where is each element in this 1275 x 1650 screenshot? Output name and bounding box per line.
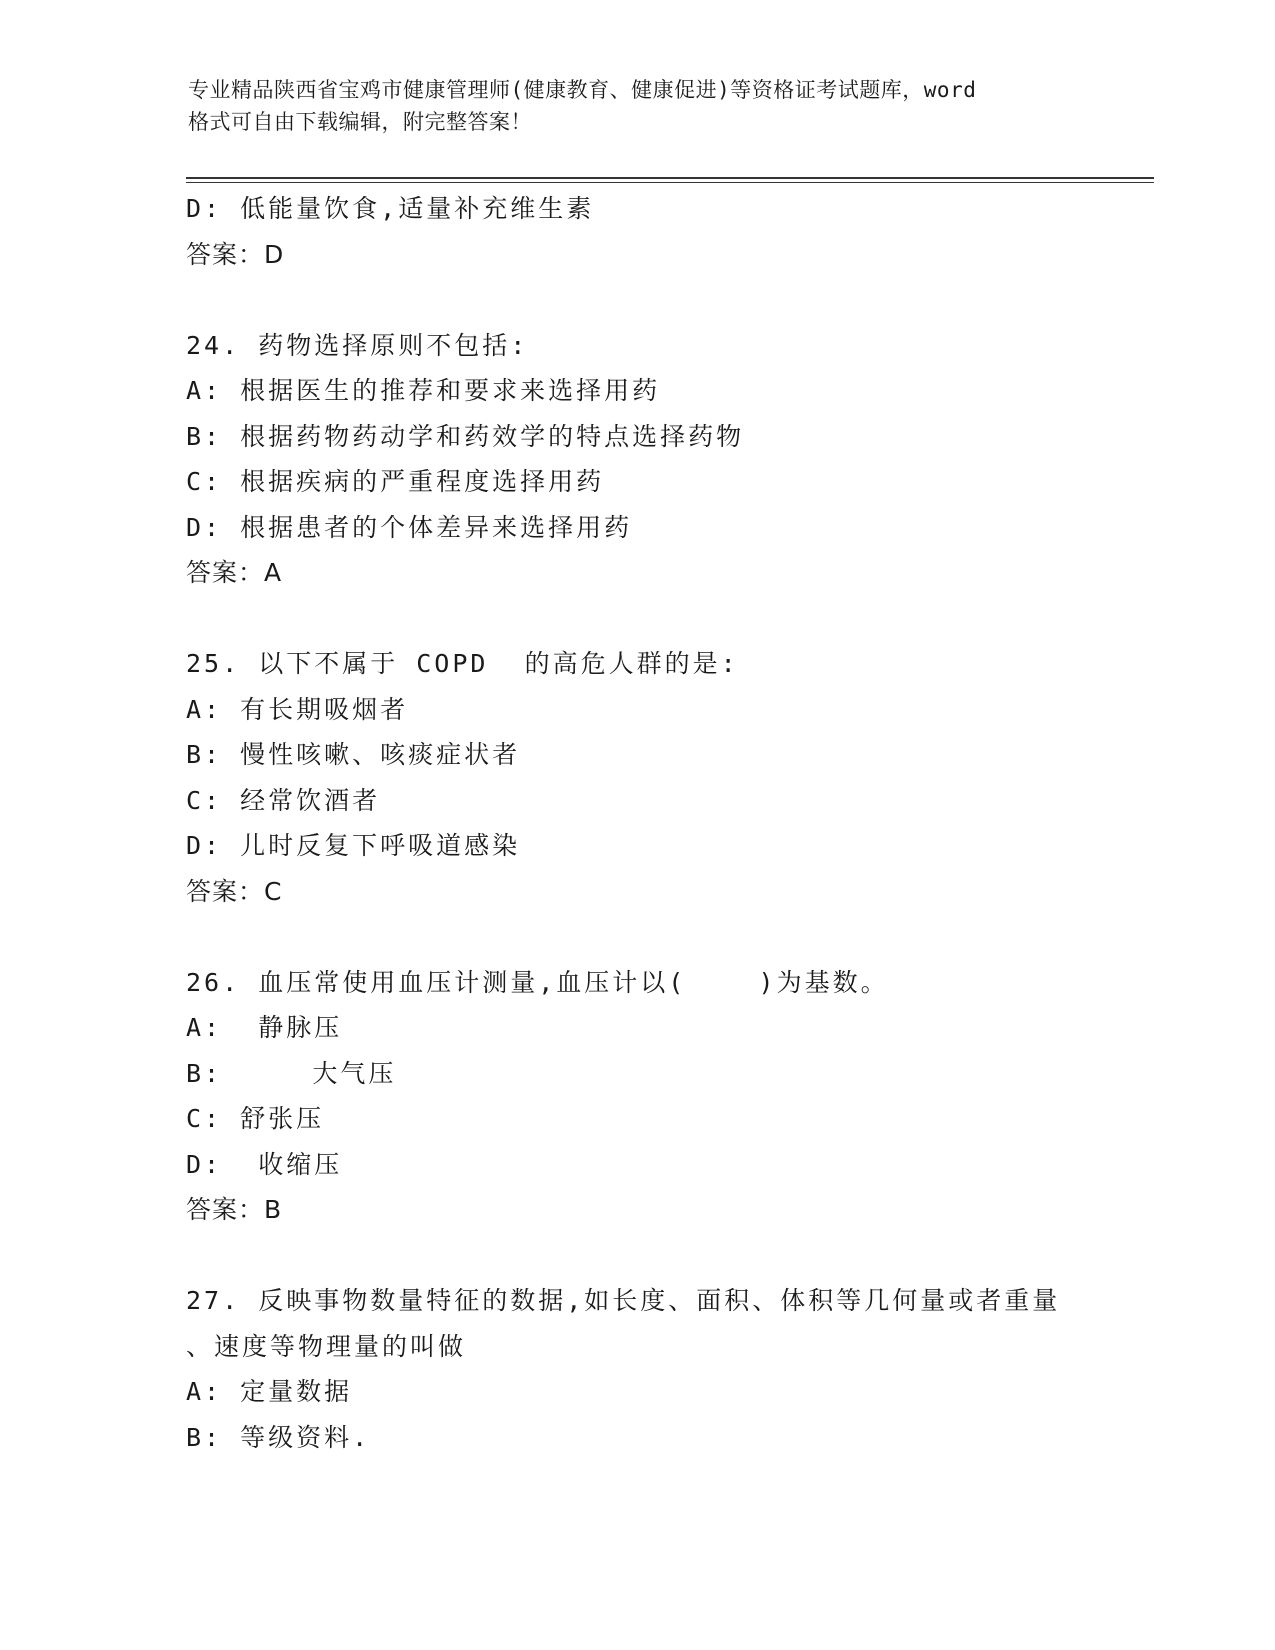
question-stem: 26. 血压常使用血压计测量,血压计以( )为基数。 bbox=[186, 967, 889, 997]
question-25 bbox=[186, 641, 1146, 914]
option-d: D: 收缩压 bbox=[186, 1149, 343, 1179]
question-24 bbox=[186, 323, 1146, 596]
question-stem-line-1: 27. 反映事物数量特征的数据,如长度、面积、体积等几何量或者重量 bbox=[186, 1286, 1061, 1315]
question-content bbox=[186, 186, 1146, 1460]
option-b: B: 等级资料. bbox=[186, 1422, 371, 1452]
option-b: B: 慢性咳嗽、咳痰症状者 bbox=[186, 740, 521, 769]
option-c: C: 舒张压 bbox=[186, 1104, 325, 1133]
header-line-1: 专业精品陕西省宝鸡市健康管理师(健康教育、健康促进)等资格证考试题库，word bbox=[188, 78, 977, 102]
header-divider-thin bbox=[186, 182, 1154, 183]
prev-answer: 答案：D bbox=[186, 239, 285, 269]
option-a: A: 根据医生的推荐和要求来选择用药 bbox=[186, 376, 661, 405]
document-header bbox=[188, 74, 1088, 138]
question-stem: 24. 药物选择原则不包括: bbox=[186, 330, 529, 360]
question-stem-line-2: 、速度等物理量的叫做 bbox=[186, 1331, 467, 1361]
answer: 答案：B bbox=[186, 1195, 283, 1224]
question-27 bbox=[186, 1278, 1146, 1460]
option-a: A: 定量数据 bbox=[186, 1377, 353, 1406]
header-divider-thick bbox=[186, 177, 1154, 179]
spacer bbox=[186, 596, 1146, 642]
option-d: D: 根据患者的个体差异来选择用药 bbox=[186, 512, 633, 542]
option-d: D: 儿时反复下呼吸道感染 bbox=[186, 831, 521, 860]
option-a: A: 有长期吸烟者 bbox=[186, 694, 409, 724]
spacer bbox=[186, 277, 1146, 323]
prev-option-d: D: 低能量饮食,适量补充维生素 bbox=[186, 194, 595, 223]
header-line-2: 格式可自由下载编辑，附完整答案！ bbox=[188, 110, 532, 134]
spacer bbox=[186, 914, 1146, 960]
question-stem: 25. 以下不属于 COPD 的高危人群的是: bbox=[186, 649, 739, 678]
answer: 答案：A bbox=[186, 558, 283, 587]
question-26 bbox=[186, 960, 1146, 1233]
option-c: C: 根据疾病的严重程度选择用药 bbox=[186, 467, 605, 496]
option-a: A: 静脉压 bbox=[186, 1013, 343, 1042]
option-c: C: 经常饮酒者 bbox=[186, 785, 381, 815]
option-b: B: 根据药物药动学和药效学的特点选择药物 bbox=[186, 421, 745, 451]
answer: 答案：C bbox=[186, 876, 283, 906]
option-b: B: 大气压 bbox=[186, 1058, 397, 1088]
spacer bbox=[186, 1233, 1146, 1279]
